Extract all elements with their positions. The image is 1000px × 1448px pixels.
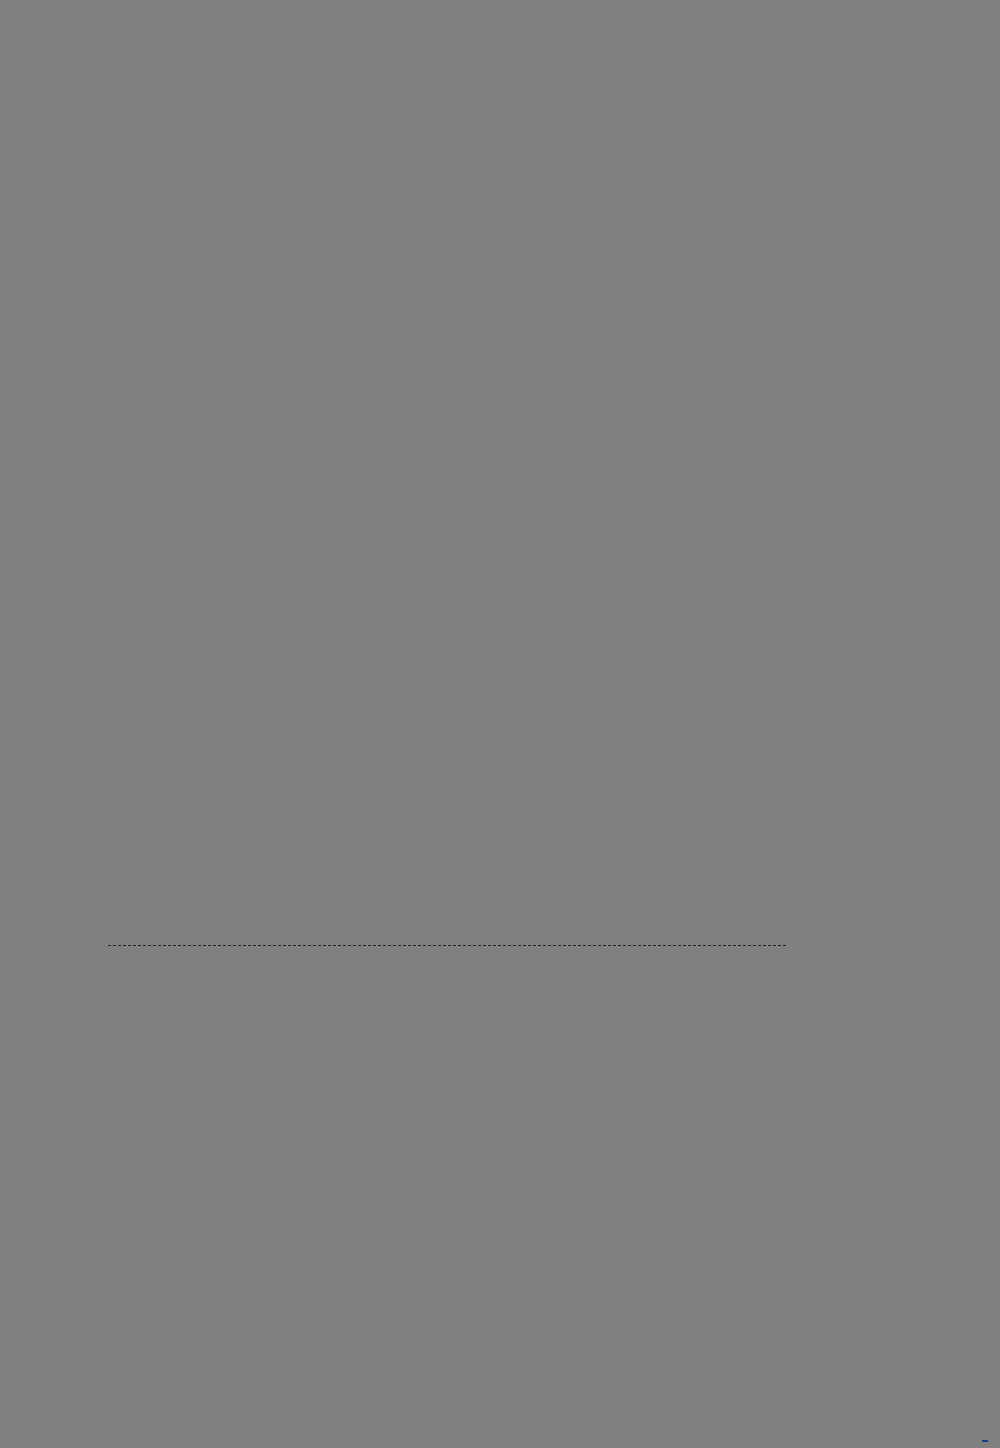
funding-footer	[978, 1440, 988, 1442]
footnote-separator	[108, 945, 786, 946]
dfg-logo	[982, 1440, 988, 1442]
